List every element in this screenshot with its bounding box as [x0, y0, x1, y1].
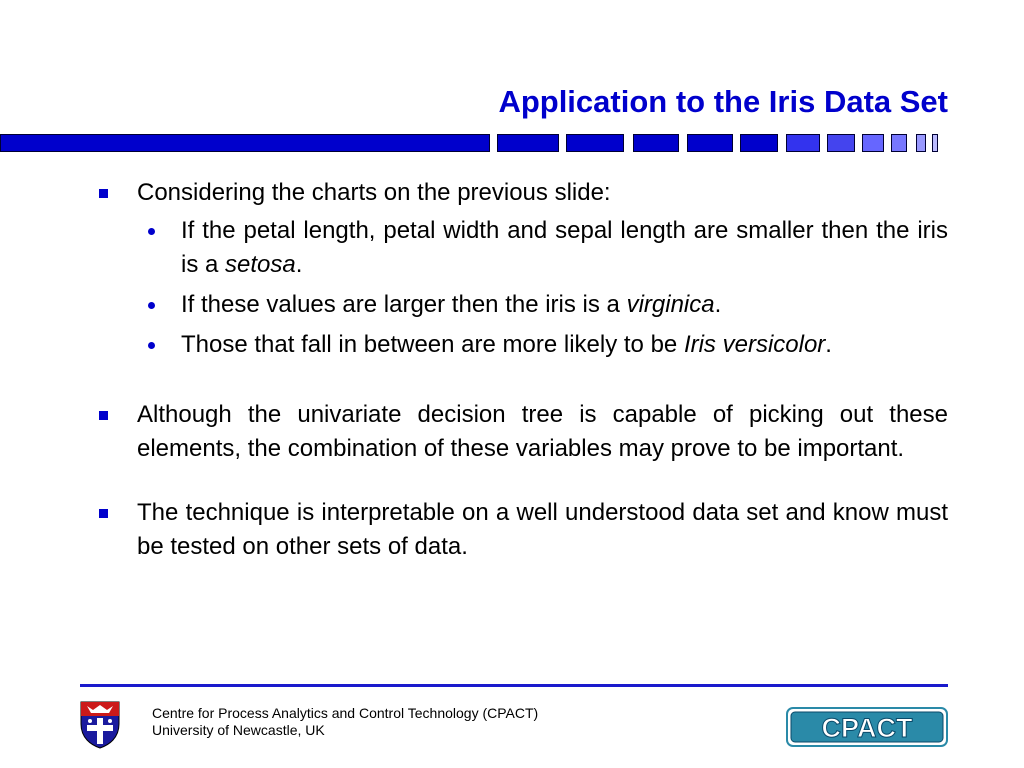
species-name: virginica [626, 291, 715, 318]
sub-bullet-text: If these values are larger then the iris is a [181, 291, 627, 318]
sub-bullet-item [137, 328, 948, 362]
logo-text: CPACT [821, 713, 913, 743]
bullet-text: The technique is interpretable on a well understood data set and know must be tested on other sets of data. [137, 499, 948, 560]
sub-bullet-list [96, 214, 948, 362]
sub-bullet-item [137, 288, 948, 322]
square-bullet-icon [99, 189, 108, 198]
square-bullet-icon [99, 411, 108, 420]
bullet-text: Considering the charts on the previous slide: [137, 179, 611, 206]
footer-university: University of Newcastle, UK [152, 722, 325, 738]
punctuation: . [825, 331, 832, 358]
bullet-item [96, 398, 948, 466]
footer-organization: Centre for Process Analytics and Control Technology (CPACT) [152, 705, 539, 721]
dot-bullet-icon [148, 228, 155, 235]
sub-bullet-text: If the petal length, petal width and sepal length are smaller then the iris is a [181, 217, 948, 278]
footer-text [152, 705, 538, 739]
university-crest-icon [79, 700, 121, 750]
bullet-item [96, 176, 948, 210]
slide-title: Application to the Iris Data Set [498, 84, 948, 119]
species-name: setosa [225, 251, 296, 278]
sub-bullet-item [137, 214, 948, 282]
species-name: Iris versicolor [683, 331, 826, 358]
bullet-list [96, 176, 948, 564]
punctuation: . [295, 251, 303, 278]
dot-bullet-icon [148, 342, 155, 349]
punctuation: . [714, 291, 722, 318]
cpact-logo-icon [786, 707, 948, 747]
square-bullet-icon [99, 509, 108, 518]
dot-bullet-icon [148, 302, 155, 309]
title-decor-bar [0, 134, 945, 154]
sub-bullet-text: Those that fall in between are more likely to be [181, 331, 684, 358]
bullet-text: Although the univariate decision tree is capable of picking out these elements, the combination of these variables may prove to be important. [137, 401, 948, 462]
bullet-item [96, 496, 948, 564]
footer-divider [80, 684, 948, 687]
